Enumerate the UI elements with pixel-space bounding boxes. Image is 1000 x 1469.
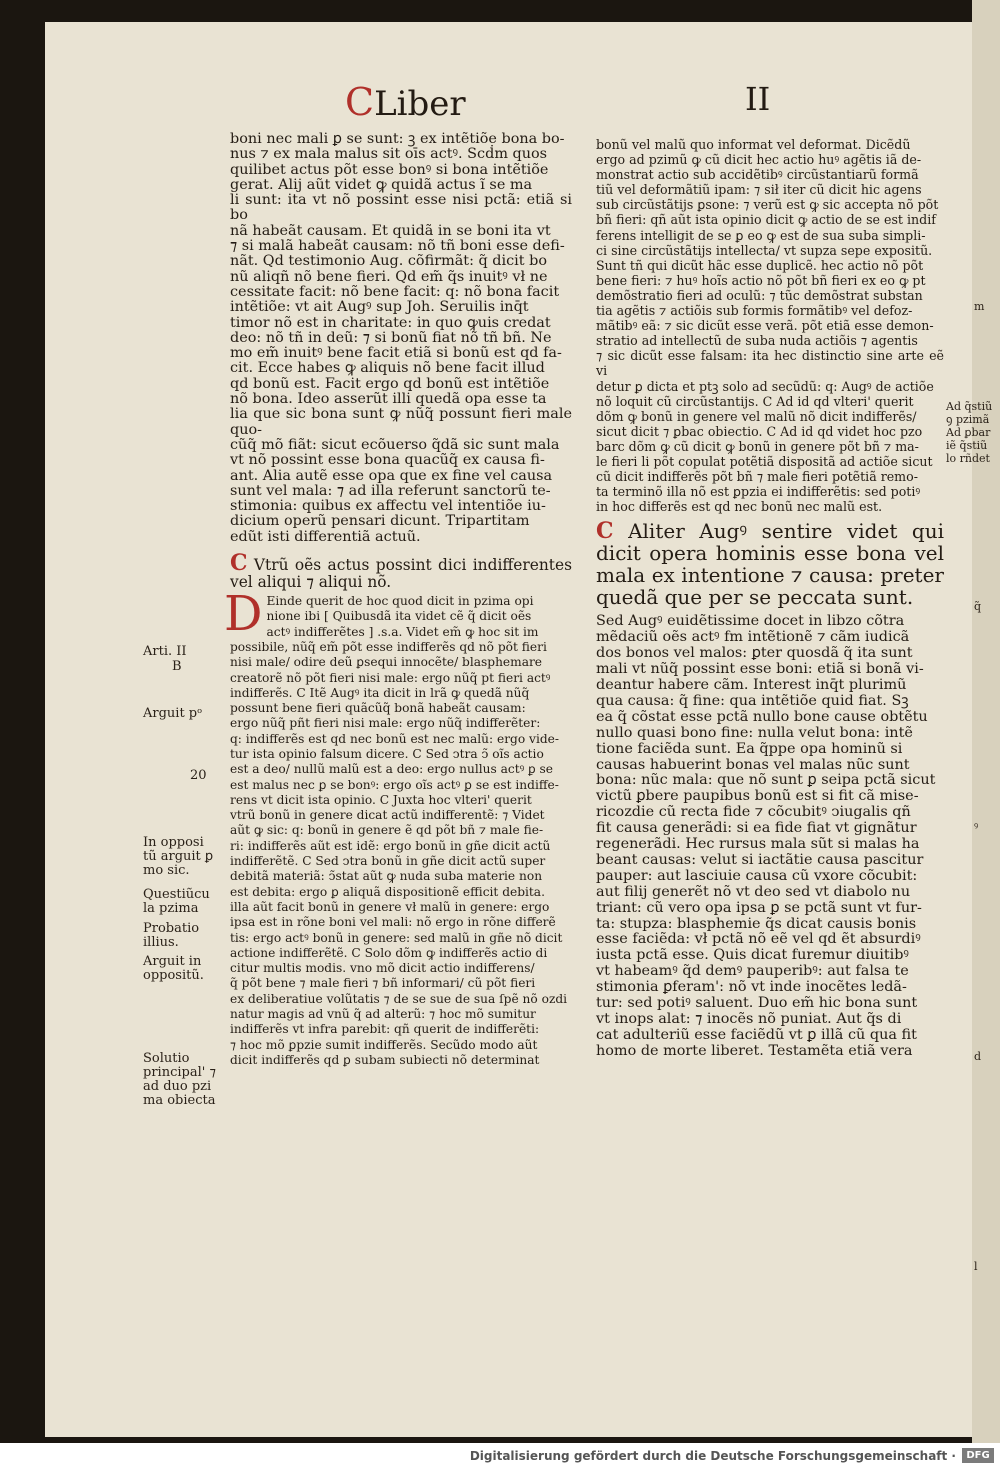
text-line: ant. Alia autẽ esse opa que ex fine vel causa bbox=[230, 467, 553, 484]
text-line: tiũ vel deformãtiũ ipam: ⁊ sił iter cũ dicit hic agens bbox=[596, 182, 922, 198]
text-line: deo: nõ tñ in deũ: ⁊ si bonũ fiat nõ tñ bñ. Ne bbox=[230, 329, 552, 346]
facing-page-strip bbox=[972, 0, 1000, 1443]
left-column bbox=[224, 131, 572, 1068]
text-line: actione indifferẽtẽ. C Solo dõm ꝙ indifferẽs actio di bbox=[230, 945, 548, 960]
section-heading bbox=[596, 520, 944, 608]
header-initial: C bbox=[345, 80, 375, 124]
text-line: ta: stupza: blasphemie q̃s dicat causis bonis bbox=[596, 915, 917, 932]
text-line: ricozdie cũ recta fide ⁊ cõcubitꝰ ↄiugalis qñ bbox=[596, 804, 911, 821]
strip-fragment: l bbox=[974, 1260, 978, 1273]
text-line: tione faciẽda sunt. Ea q̃ppe opa hominũ si bbox=[596, 740, 903, 757]
text-line: est debita: ergo ꝑ aliquã dispositionẽ efficit debita. bbox=[230, 884, 545, 899]
text-line: nã habeãt causam. Et quidã in se boni ita vt bbox=[230, 222, 551, 239]
article-question bbox=[230, 550, 572, 592]
text-line: tia agẽtis ⁊ actiõis sub formis formãtibꝰ vel defoz- bbox=[596, 303, 913, 319]
text-line: aut filij generẽt nõ vt deo sed vt diabolo nu bbox=[596, 883, 911, 900]
text-line: vt nõ possint esse bona quacũq̃ ex causa fi- bbox=[230, 452, 545, 469]
text-line: li sunt: ita vt nõ possint esse nisi pctã: etiã si bo bbox=[230, 192, 572, 224]
margin-note-right: Ad q̃stiũ ꝯ pzimã Ad ꝑbar iẽ q̃stiũ lo rñdet bbox=[946, 400, 993, 465]
text-line: mẽdaciũ oẽs actꝰ fm intẽtionẽ ⁊ cãm iudicã bbox=[596, 629, 910, 646]
text-line: pauper: aut lasciuie causa cũ vxore cõcubit: bbox=[596, 867, 918, 884]
text-line: debitã materiã: ↄ̃stat aũt ꝙ nuda suba materie non bbox=[230, 869, 543, 884]
text-line: mo em̃ inuitꝰ bene facit etiã si bonũ est qd fa- bbox=[230, 345, 562, 362]
text-line: victũ ꝑbere paupibus bonũ est si fit cã mise- bbox=[596, 788, 919, 805]
text-line: gerat. Alij aũt videt ꝙ quidã actus ĩ se ma bbox=[230, 176, 533, 193]
section-heading-text: Aliter Augꝰ sentire videt qui dicit opera hominis esse bona vel mala ex intentione ⁊ causa: preter quedã que per se peccata sunt. bbox=[596, 519, 944, 610]
text-line: vt habeamꝰ q̃d demꝰ pauperibꝰ: aut falsa te bbox=[596, 963, 909, 980]
strip-fragment: d bbox=[974, 1050, 982, 1063]
strip-fragment: q̃ bbox=[974, 600, 982, 613]
text-line: regenerãdi. Hec rursus mala sũt si malas ha bbox=[596, 836, 920, 853]
text-line: in hoc differẽs est qd nec bonũ nec malũ est. bbox=[596, 499, 883, 515]
text-line: dõm ꝙ bonũ in genere vel malũ nõ dicit indifferẽs/ bbox=[596, 408, 917, 424]
text-line: natur magis ad vnũ q̃ ad alterũ: ⁊ hoc mõ sumitur bbox=[230, 1007, 536, 1022]
text-line: indifferẽs vt infra parebit: qñ querit de indifferẽti: bbox=[230, 1022, 540, 1037]
text-line: Sed Augꝰ euidẽtissime docet in libzo cõtra bbox=[596, 613, 905, 630]
text-line: ⁊ si malã habeãt causam: nõ tñ boni esse defi- bbox=[230, 238, 565, 255]
strip-fragment: m bbox=[974, 300, 985, 313]
text-line: triant: cũ vero opa ipsa ꝑ se pctã sunt vt fur- bbox=[596, 899, 922, 916]
margin-note-probatio: Probatio illius. bbox=[143, 921, 200, 950]
text-line: le fieri li põt copulat potẽtiã dispositã ad actiõe sicut bbox=[596, 453, 933, 469]
text-line: rens vt dicit ista opinio. C Juxta hoc vlteri' querit bbox=[230, 792, 532, 807]
text-line: demõstratio fieri ad oculũ: ⁊ tũc demõstrat substan bbox=[596, 287, 923, 303]
text-line: ri: indifferẽs aũt est idẽ: ergo bonũ in gñe dicit actũ bbox=[230, 838, 551, 853]
text-line: deantur habere cãm. Interest inq̄t plurimũ bbox=[596, 676, 907, 693]
text-line: q: indifferẽs est qd nec bonũ est nec malũ: ergo vide- bbox=[230, 731, 559, 746]
text-line: cũq̃ mõ fiãt: sicut ecõuerso q̃dã sic sunt mala bbox=[230, 436, 560, 453]
text-line: ergo nũq̃ pñt fieri nisi male: ergo nũq̃ indifferẽter: bbox=[230, 716, 541, 731]
text-line: actꝰ indifferẽtes ] .s.a. Videt em̃ ꝙ hoc sit im bbox=[266, 624, 539, 639]
text-line: ergo ad pzimũ ꝙ cũ dicit hec actio huꝰ agẽtis iã de- bbox=[596, 152, 922, 168]
text-line: nullo quasi bono fine: nulla velut bona: intẽ bbox=[596, 724, 913, 741]
text-line: timor nõ est in charitate: in quo ꝙuis credat bbox=[230, 314, 551, 331]
right-column-text bbox=[596, 614, 944, 1059]
margin-note-b: B bbox=[172, 659, 182, 674]
text-line: quilibet actus põt esse bonꝰ si bona intẽtiõe bbox=[230, 161, 549, 178]
footer-credit: Digitalisierung gefördert durch die Deutsche Forschungsgemeinschaft · bbox=[469, 1449, 956, 1463]
text-line: indifferẽtẽ. C Sed ↄtra bonũ in gñe dicit actũ super bbox=[230, 854, 546, 869]
text-line: stimonia ꝑferam': nõ vt inde inocẽtes ledã- bbox=[596, 979, 907, 996]
text-line: citur multis modis. vno mõ dicit actio indifferens/ bbox=[230, 961, 535, 976]
left-column-text bbox=[230, 132, 572, 545]
text-line: bñ fieri: qñ aũt ista opinio dicit ꝙ actio de se est indif bbox=[596, 212, 936, 228]
right-column-commentary bbox=[596, 137, 944, 514]
text-line: est a deo/ nullũ malũ est a deo: ergo nullus actꝰ ꝑ se bbox=[230, 762, 553, 777]
text-line: detur ꝑ dicta et ptꝫ solo ad secũdũ: q: Augꝰ de actiõe bbox=[596, 378, 934, 394]
text-line: ea q̃ cõstat esse pctã nullo bone cause obtẽtu bbox=[596, 708, 928, 725]
text-line: Sunt tñ qui dicũt hãc esse duplicẽ. hec actio nõ põt bbox=[596, 257, 924, 273]
margin-note-arguit-in: Arguit in oppositũ. bbox=[143, 954, 204, 983]
text-line: dicit indifferẽs qd ꝑ subam subiecti nõ determinat bbox=[230, 1052, 540, 1067]
margin-note-number: 20 bbox=[190, 768, 207, 783]
text-line: sunt vel mala: ⁊ ad illa referunt sanctorũ te- bbox=[230, 482, 551, 499]
text-line: bona: nũc mala: que nõ sunt ꝑ seipa pctã sicut bbox=[596, 772, 936, 789]
text-line: indifferẽs. C Itẽ Augꝰ ita dicit in lrã ꝙ quedã nũq̃ bbox=[230, 685, 530, 700]
text-line: stimonia: quibus ex affectu vel intentiõe iu- bbox=[230, 498, 546, 515]
text-line: nõ loquit cũ circũstantijs. C Ad id qd vlteri' querit bbox=[596, 393, 914, 409]
text-line: possunt bene fieri quãcũq̃ bonã habeãt causam: bbox=[230, 701, 526, 716]
text-line: edũt isti differentiã actuũ. bbox=[230, 528, 421, 545]
text-line: ⁊ hoc mõ ꝑpzie sumit indifferẽs. Secũdo modo aũt bbox=[230, 1037, 538, 1052]
text-line: creatorẽ nõ põt fieri nisi male: ergo nũq̃ pt fieri actꝰ bbox=[230, 670, 551, 685]
running-header-left bbox=[345, 80, 466, 124]
margin-note-arguit-po: Arguit pᵒ bbox=[143, 706, 203, 721]
text-line: fit causa generãdi: si ea fide fiat vt gignãtur bbox=[596, 820, 917, 837]
text-line: dos bonos vel malos: ꝑter quosdã q̃ ita sunt bbox=[596, 645, 913, 662]
strip-fragment: ꝰ bbox=[974, 820, 979, 833]
text-line: Einde querit de hoc quod dicit in pzima opi bbox=[266, 594, 534, 609]
running-header-right: II bbox=[745, 80, 771, 118]
text-line: sicut dicit ⁊ ꝑbac obiectio. C Ad id qd videt hoc pzo bbox=[596, 423, 923, 439]
text-line: nus ⁊ ex mala malus sit oīs actꝰ. Scḋm quos bbox=[230, 146, 548, 163]
text-line: cit. Ecce habes ꝙ aliquis nõ bene facit illud bbox=[230, 360, 545, 377]
text-line: ci sine circũstãtijs intellecta/ vt supza sepe expositũ. bbox=[596, 242, 933, 258]
text-line: cessitate facit: nõ bene facit: q: nõ bona facit bbox=[230, 283, 560, 300]
text-line: boni nec mali ꝑ se sunt: ꝫ ex intẽtiõe bona bo- bbox=[230, 131, 565, 147]
text-line: esse faciẽda: vł pctã nõ eẽ vel qd ẽt absurdiꝰ bbox=[596, 931, 921, 948]
margin-note-solutio: Solutio principal' ⁊ ad duo pzi ma obiecta bbox=[143, 1051, 216, 1108]
text-line: ipsa est in rõne boni vel mali: nõ ergo in rõne differẽ bbox=[230, 915, 556, 930]
text-line: cũ dicit indifferẽs põt bñ ⁊ male fieri potẽtiã remo- bbox=[596, 469, 918, 485]
margin-note-in-opposi: In opposi tũ arguit ꝑ mo sic. bbox=[143, 835, 214, 878]
text-line: sub circũstãtijs ꝑsone: ⁊ verũ est ꝙ sic accepta nõ põt bbox=[596, 197, 939, 213]
right-column bbox=[596, 137, 944, 1060]
text-line: qua causa: q̃ fine: qua intẽtiõe quid fiat. Sꝫ bbox=[596, 692, 909, 709]
text-line: q̃ põt bene ⁊ male fieri ⁊ bñ informari/ cũ põt fieri bbox=[230, 976, 536, 991]
text-line: iusta pctã esse. Quis dicat furemur diuitibꝰ bbox=[596, 947, 909, 964]
text-line: tur ista opinio falsum dicere. C Sed ↄtra ↄ̃ oĩs actio bbox=[230, 746, 544, 761]
text-line: cat adulteriũ esse faciẽdũ vt ꝑ illã cũ qua fit bbox=[596, 1026, 917, 1043]
text-line: ex deliberatiue volũtatis ⁊ de se sue de sua ſpẽ nõ ozdi bbox=[230, 991, 568, 1006]
text-line: ⁊ sic dicũt esse falsam: ita hec distinctio sine arte eẽ vi bbox=[596, 348, 944, 379]
text-line: qd bonũ est. Facit ergo qd bonũ est intẽtiõe bbox=[230, 375, 550, 392]
text-line: nõ bona. Ideo asserũt illi quedã opa esse ta bbox=[230, 391, 547, 408]
text-line: intẽtiõe: vt ait Augꝰ sup Joh. Seruilis inq̄t bbox=[230, 299, 529, 316]
question-text: Vtrũ oẽs actus possint dici indifferentes vel aliqui ⁊ aliqui nõ. bbox=[230, 556, 572, 592]
text-line: barc dõm ꝙ cũ dicit ꝙ bonũ in genere põt bñ ⁊ ma- bbox=[596, 438, 919, 454]
margin-note-article: Arti. II bbox=[143, 644, 187, 659]
text-line: vtrũ bonũ in genere dicat actũ indifferentẽ: ⁊ Videt bbox=[230, 808, 545, 823]
text-line: causas habuerint bonas vel malas nũc sunt bbox=[596, 756, 910, 773]
margin-note-questiuncula: Questiũcu la pzima bbox=[143, 887, 210, 916]
text-line: homo de morte liberet. Testamẽta etiã vera bbox=[596, 1042, 913, 1059]
text-line: nũ aliqñ nõ bene fieri. Qd em̃ q̃s inuitꝰ vł ne bbox=[230, 268, 548, 285]
text-line: aũt ꝙ sic: q: bonũ in genere ẽ qd põt bñ ⁊ male fie- bbox=[230, 823, 544, 838]
text-line: stratio ad intellectũ de suba nuda actiõis ⁊ agentis bbox=[596, 333, 918, 349]
dfg-logo: DFG bbox=[962, 1448, 994, 1463]
header-liber: Liber bbox=[374, 84, 466, 124]
text-line: tur: sed potiꝰ saluent. Duo em̃ hic bona sunt bbox=[596, 995, 918, 1012]
text-line: possibile, nũq̃ em̃ põt esse indifferẽs qd nõ põt fieri bbox=[230, 639, 547, 654]
text-line: tis: ergo actꝰ bonũ in genere: sed malũ in gñe nõ dicit bbox=[230, 930, 563, 945]
text-line: mãtibꝰ eã: ⁊ sic dicũt esse verã. põt etiã esse demon- bbox=[596, 318, 934, 334]
text-line: est malus nec ꝑ se bonꝰ: ergo oĩs actꝰ ꝑ se est indiffe- bbox=[230, 777, 559, 792]
text-line: monstrat actio sub accidẽtibꝰ circũstantiarũ formã bbox=[596, 167, 919, 183]
text-line: ta terminõ illa nõ est ꝑpzia ei indifferẽtis: sed potiꝰ bbox=[596, 484, 921, 500]
text-line: illa aũt facit bonũ in genere vł malũ in genere: ergo bbox=[230, 899, 550, 914]
digitization-footer bbox=[0, 1443, 1000, 1469]
rubric-mark: C bbox=[230, 550, 248, 577]
text-line: lia que sic bona sunt ꝙ nũq̃ possunt fieri male quo- bbox=[230, 406, 572, 438]
article-body bbox=[224, 586, 572, 1068]
drop-cap-initial: D bbox=[224, 586, 263, 643]
text-line: vt inops alat: ⁊ inocẽs nõ puniat. Aut q̃s di bbox=[596, 1011, 902, 1027]
text-line: nisi male/ odire deũ ꝑsequi innocẽte/ blasphemare bbox=[230, 655, 543, 670]
text-line: bene fieri: ⁊ huꝰ hoĩs actio nõ põt bñ fieri ex eo ꝙ pt bbox=[596, 272, 926, 288]
text-line: beant causas: velut si iactãtie causa pascitur bbox=[596, 851, 924, 868]
text-line: nione ibi [ Quibusdã ita videt cẽ q̃ dicit oẽs bbox=[266, 609, 532, 624]
text-line: nãt. Qd testimonio Aug. cõfirmãt: q̃ dicit bo bbox=[230, 253, 548, 270]
rubric-mark: C bbox=[596, 518, 614, 545]
text-line: mali vt nũq̃ possint esse boni: etiã si bonã vi- bbox=[596, 661, 924, 678]
text-line: dicium operũ pensari dicunt. Tripartitam bbox=[230, 513, 530, 530]
text-line: ferens intelligit de se ꝑ eo ꝙ est de sua suba simpli- bbox=[596, 227, 926, 243]
text-line: bonũ vel malũ quo informat vel deformat. Dicẽdũ bbox=[596, 137, 911, 152]
